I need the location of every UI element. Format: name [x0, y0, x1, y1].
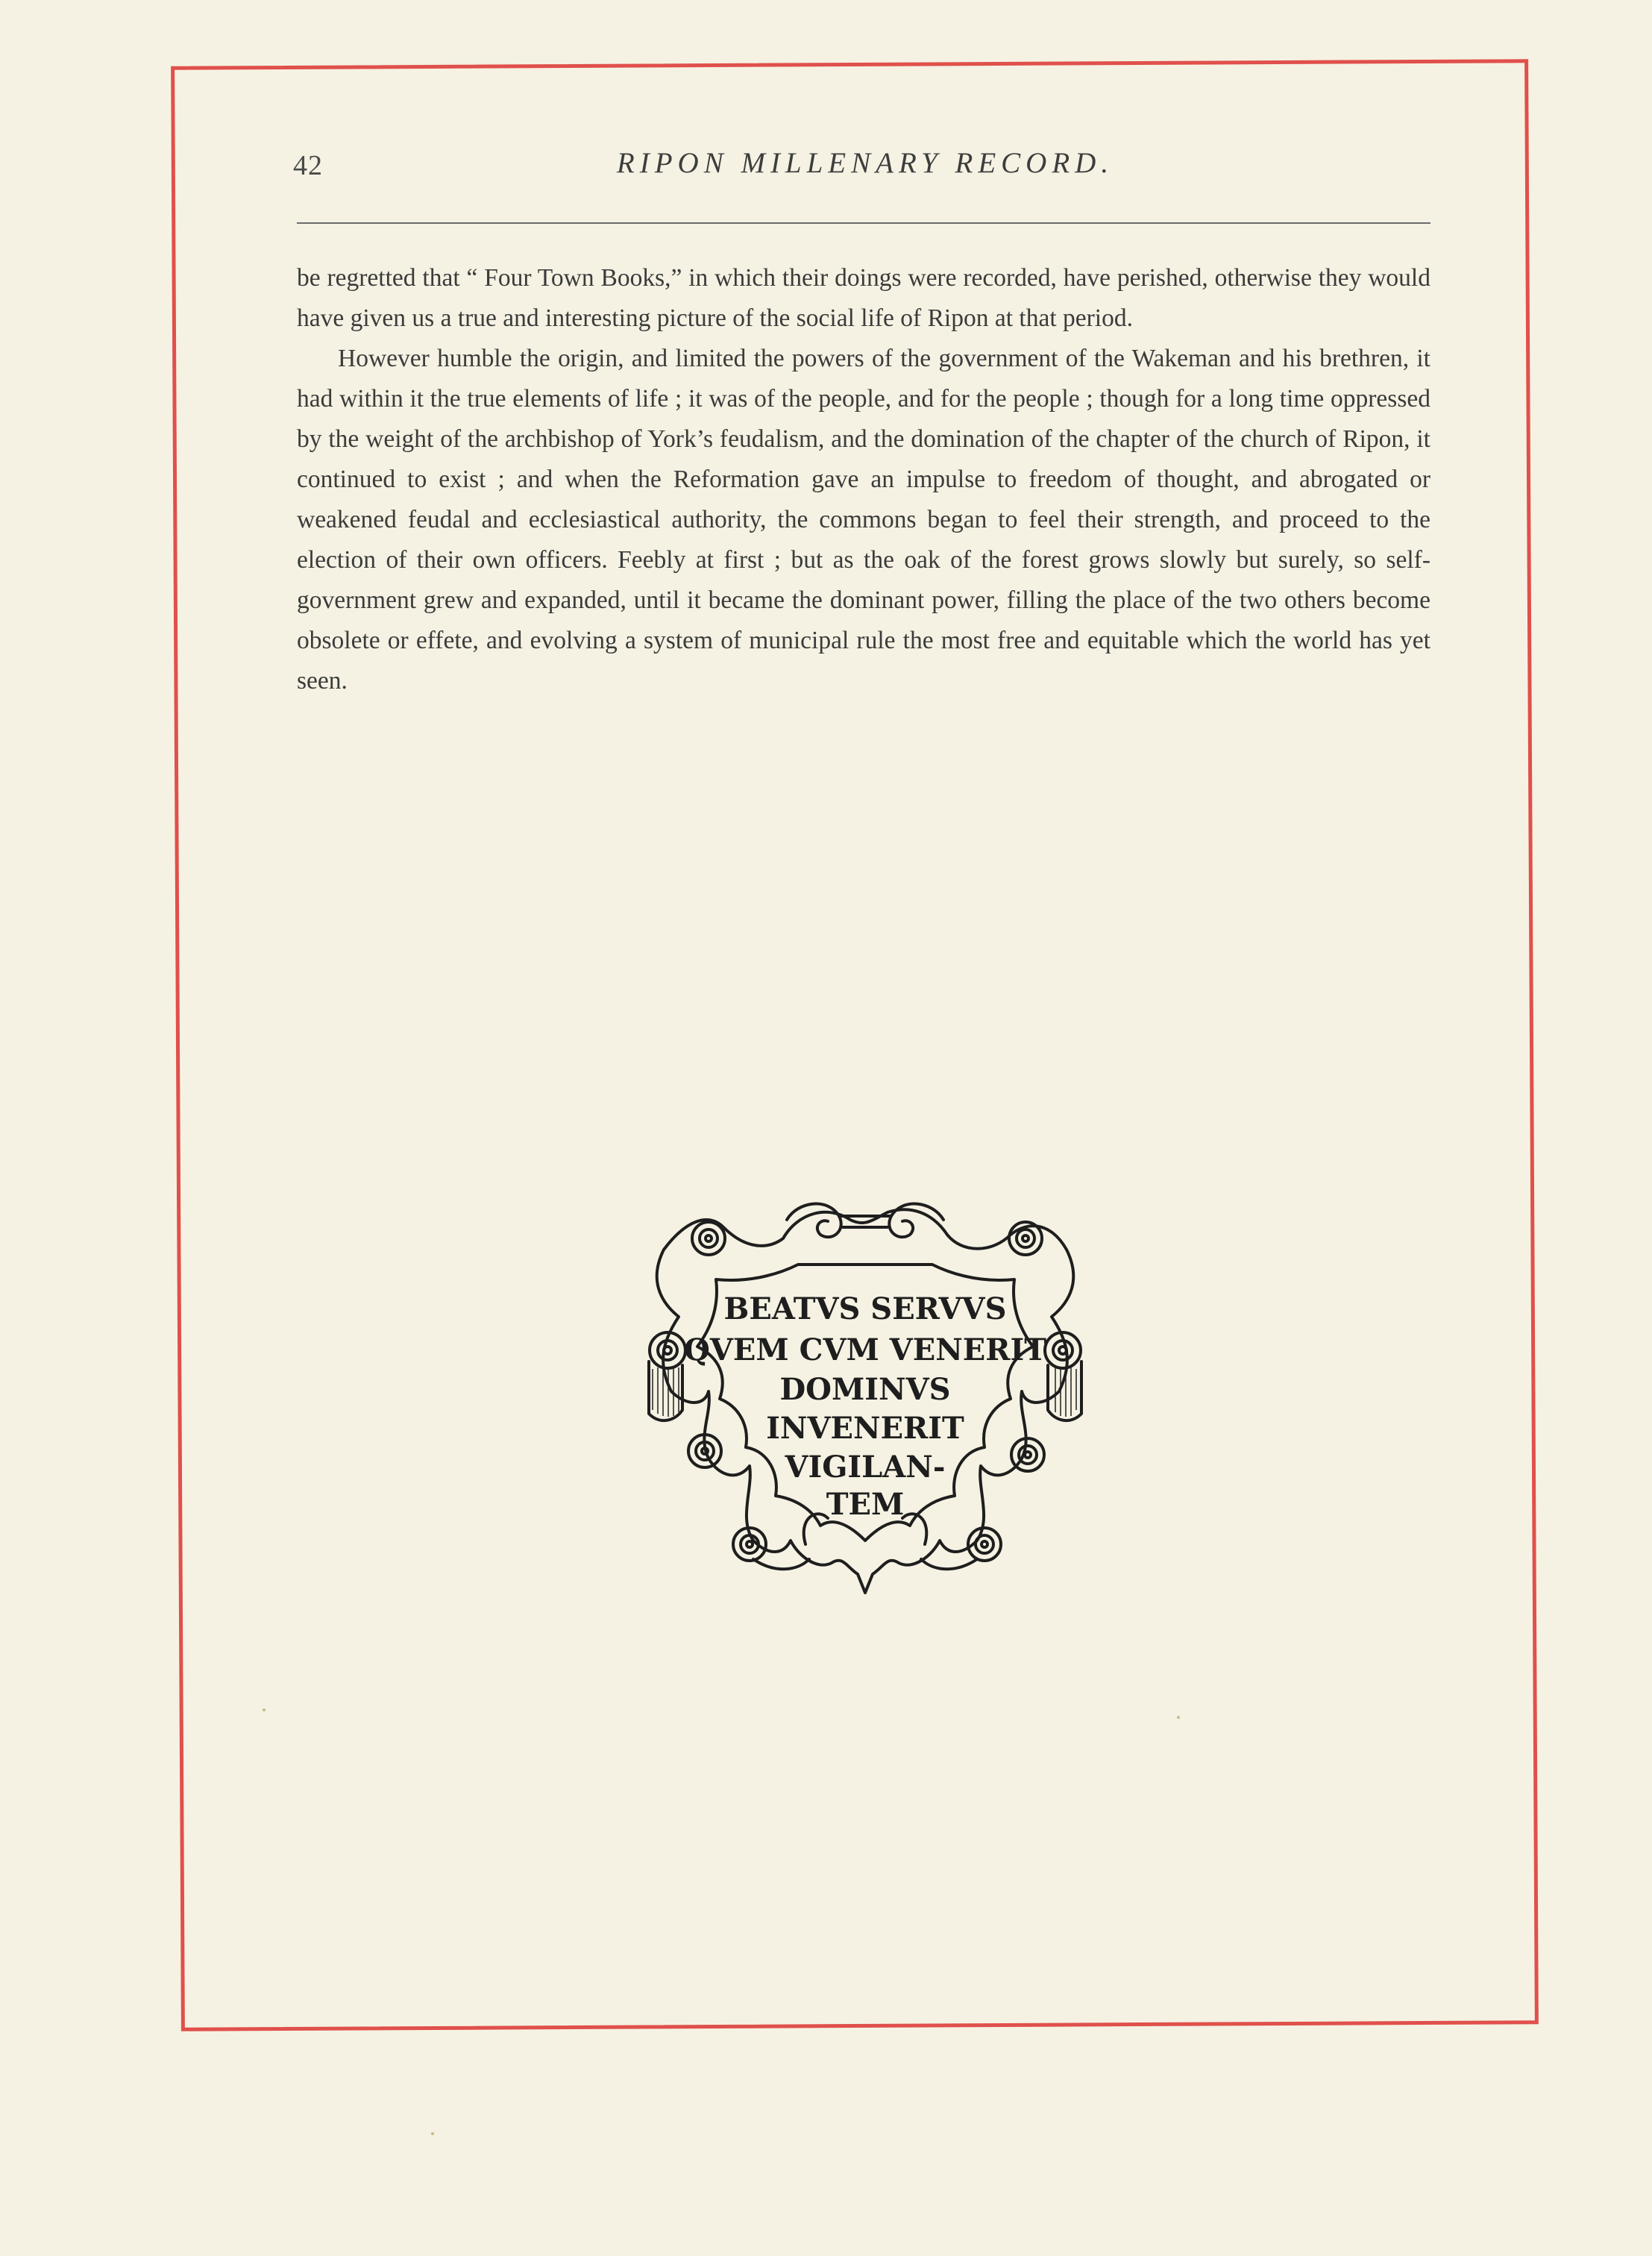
motto-line-3: DOMINVS [779, 1372, 951, 1407]
body-text [297, 258, 1430, 701]
motto-line-1: BEATVS SERVVS [723, 1291, 1007, 1326]
motto-line-6: TEM [826, 1487, 905, 1522]
page-number: 42 [293, 150, 323, 181]
paragraph: However humble the origin, and limited the powers of the government of the Wakeman and his brethren, it had within it the true elements of life ; it was of the people, and for the people ; though for a long time oppressed by the weight of the archbishop of York’s feudalism, and the domination of the chapter of the church of Ripon, it continued to exist ; and when the Reformation gave an impulse to freedom of thought, and abrogated or weakened feudal and ecclesiastical authority, the commons began to feel their strength, and proceed to the election of their own officers. Feebly at first ; but as the oak of the forest grows slowly but surely, so self-government grew and expanded, until it became the dominant power, filling the place of the two others become obsolete or effete, and evolving a system of municipal rule the most free and equitable which the world has yet seen. [297, 345, 1430, 695]
paper-speck [1177, 1716, 1180, 1719]
header-rule [297, 222, 1430, 224]
motto-line-2: QVEM CVM VENERIT [684, 1332, 1046, 1367]
cartouche-drawing [604, 1168, 1126, 1645]
paper-speck [431, 2132, 434, 2135]
running-head: RIPON MILLENARY RECORD. [616, 147, 1114, 179]
scroll-cartouche-ornament [604, 1168, 1126, 1645]
motto-line-5: VIGILAN- [785, 1450, 946, 1485]
motto-line-4: INVENERIT [766, 1411, 964, 1446]
paper-speck [263, 1708, 266, 1711]
paragraph-continued: be regretted that “ Four Town Books,” in which their doings were recorded, have perished, otherwise they would have given us a true and interesting picture of the social life of Ripon at that period. [297, 264, 1430, 332]
